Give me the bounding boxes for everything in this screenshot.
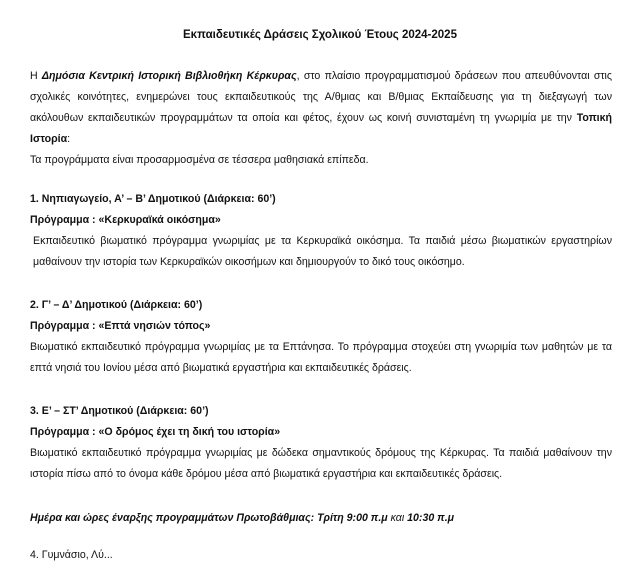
schedule-line [30, 508, 612, 529]
section-3 [30, 401, 612, 485]
intro-lead: Η [30, 70, 42, 82]
section-2 [30, 295, 612, 379]
page-title: Εκπαιδευτικές Δράσεις Σχολικού Έτους 2024-2025 [183, 29, 457, 41]
schedule-label: Ημέρα και ώρες έναρξης προγραμμάτων Πρωτοβάθμιας: Τρίτη 9:00 π.μ [30, 512, 388, 524]
program-description: Εκπαιδευτικό βιωματικό πρόγραμμα γνωριμίας με τα Κερκυραϊκά οικόσημα. Τα παιδιά μέσω βιωματικών εργαστηρίων μαθαίνουν την ιστορία των Κερκυραϊκών οικοσήμων και δημιουργούν το δικό τους οικόσημο. [33, 235, 612, 268]
section-1 [30, 189, 612, 273]
program-title: Πρόγραμμα : «Ο δρόμος έχει τη δική του ιστορία» [30, 426, 281, 438]
schedule-time-2: 10:30 π.μ [407, 512, 455, 524]
section-heading: 2. Γ’ – Δ’ Δημοτικού (Διάρκεια: 60’) [30, 299, 203, 311]
intro-colon: : [67, 133, 71, 145]
program-description: Βιωματικό εκπαιδευτικό πρόγραμμα γνωριμίας με δώδεκα σημαντικούς δρόμους της Κέρκυρας. Τα παιδιά μαθαίνουν την ιστορία πίσω από το όνομα κάθε δρόμου μέσα από βιωματικά εργαστήρια και εκπαιδευτικές δράσεις. [30, 447, 612, 480]
program-title: Πρόγραμμα : «Κερκυραϊκά οικόσημα» [30, 214, 221, 226]
levels-note: Τα προγράμματα είναι προσαρμοσμένα σε τέσσερα μαθησιακά επίπεδα. [30, 154, 369, 166]
section-heading: 1. Νηπιαγωγείο, Α’ – Β’ Δημοτικού (Διάρκεια: 60’) [30, 193, 276, 205]
program-description: Βιωματικό εκπαιδευτικό πρόγραμμα γνωριμίας με τα Επτάνησα. Το πρόγραμμα στοχεύει στη γνωριμία των μαθητών με τα επτά νησιά του Ιονίου μέσα από βιωματικά εργαστήρια και εκπαιδευτικές δράσεις. [30, 341, 612, 374]
library-name: Δημόσια Κεντρική Ιστορική Βιβλιοθήκη Κέρκυρας [41, 70, 297, 82]
local-history-topic: Τοπική Ιστορία [30, 112, 612, 145]
section-heading: 3. Ε’ – ΣΤ’ Δημοτικού (Διάρκεια: 60’) [30, 405, 209, 417]
program-title: Πρόγραμμα : «Επτά νησιών τόπος» [30, 320, 211, 332]
intro-paragraph [30, 66, 612, 150]
section-4-partial: 4. Γυμνάσιο, Λύ... [30, 549, 113, 561]
intro-text: , στο πλαίσιο προγραμματισμού δράσεων που απευθύνονται στις σχολικές κοινότητες, ενημερώνει τους εκπαιδευτικούς της Α/θμιας και Β/θμιας Εκπαίδευσης για τη διεξαγωγή των ακόλουθων εκπαιδευτικών προγραμμάτων τα οποία και φέτος, έχουν ως κοινή συνισταμένη τη γνωριμία με την [30, 70, 612, 124]
schedule-connector: και [387, 512, 408, 524]
